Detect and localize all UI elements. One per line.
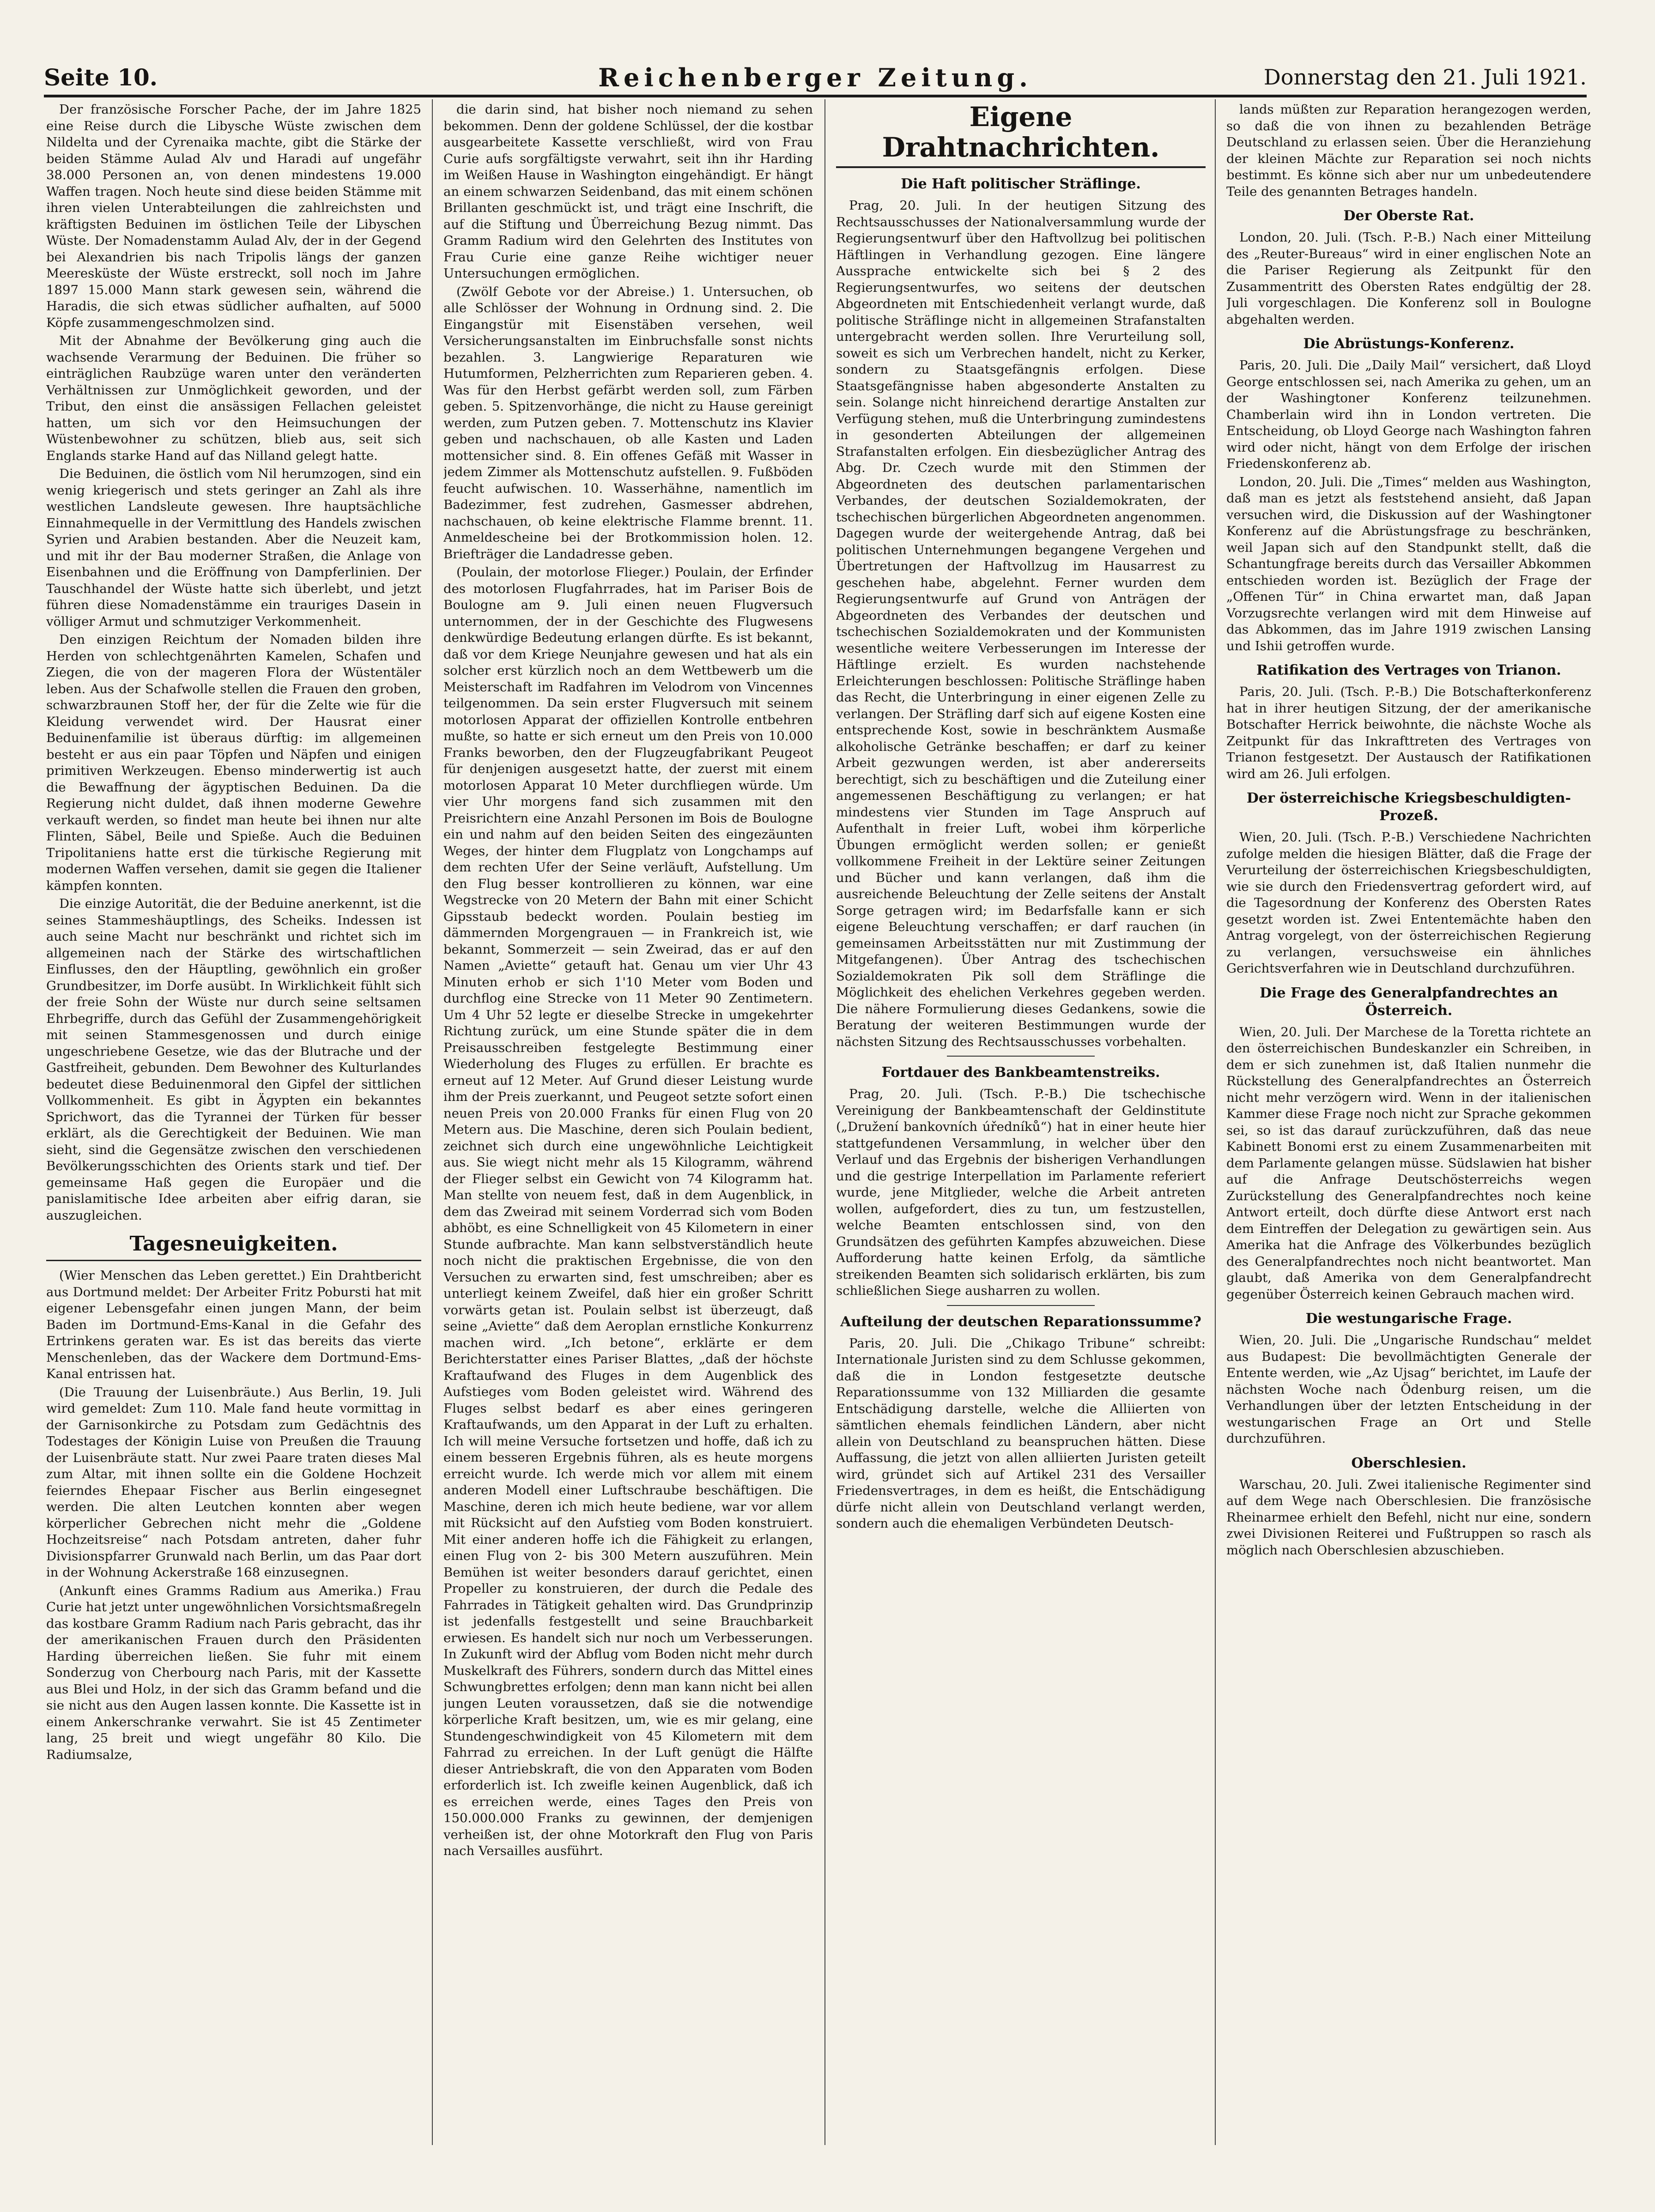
article-paragraph: lands müßten zur Reparation herangezogen werden, so daß die von ihnen zu bezahlenden Beträge Deutschland zu erlassen seien. Über die Heranziehung der kleinen Mächte zur Reparation sei noch nichts bestimmt. Es könne sich aber nur um unbedeutendere Teile des genannten Betrages handeln.: [1226, 102, 1591, 199]
article-paragraph: Paris, 20. Juli. (Tsch. P.-B.) Die Botschafterkonferenz hat in ihrer heutigen Sitzung, der der amerikanische Botschafter Herrick beiwohnte, die nächste Woche als Zeitpunkt für das Inkrafttreten des Vertrages von Trianon festgesetzt. Der Austausch der Ratifikationen wird am 26. Juli erfolgen.: [1226, 684, 1591, 781]
article-heading: Fortdauer des Bankbeamtenstreiks.: [881, 1064, 1160, 1081]
column-3: [836, 102, 1206, 2147]
page-header: [44, 60, 1587, 97]
article-heading: Die Frage des Generalpfandrechtes an Österreich.: [1260, 985, 1558, 1019]
article-paragraph: Paris, 20. Juli. Die „Daily Mail“ versichert, daß Lloyd George entschlossen sei, nach Amerika zu gehen, um an der Washingtoner Konferenz teilzunehmen. Chamberlain wird ihn in London vertreten. Die Entscheidung, ob Lloyd George nach Washington fahren wird oder nicht, hängt von dem Erfolge der irischen Friedenskonferenz ab.: [1226, 358, 1591, 471]
article-paragraph: Die Beduinen, die östlich vom Nil herumzogen, sind ein wenig kriegerisch und stets geringer an Zahl als ihre westlichen Landsleute gewesen. Ihre hauptsächliche Einnahmequelle in der Vermittlung des Handels zwischen Syrien und Arabien bestanden. Aber die Neuzeit kam, und mit ihr der Bau moderner Straßen, die Anlage von Eisenbahnen und die Eröffnung von Dampferlinien. Der Tauschhandel der Wüste hatte sich überlebt, und jetzt führen diese Nomadenstämme ein trauriges Dasein in völliger Armut und schmutziger Verkommenheit.: [46, 466, 421, 629]
article-paragraph: Der französische Forscher Pache, der im Jahre 1825 eine Reise durch die Libysche Wüste zwischen dem Nildelta und der Cyrenaika machte, gibt die Stärke der beiden Stämme Aulad Alv und Haradi auf ungefähr 38.000 Personen an, von denen mindestens 19.000 Waffen tragen. Noch heute sind diese beiden Stämme mit ihren vielen Unterabteilungen die zahlreichsten und kräftigsten Beduinen im östlichen Teile der Libyschen Wüste. Der Nomadenstamm Aulad Alv, der in der Gegend bei Alexandrien bis nach Tripolis längs der ganzen Meeresküste der Wüste erstreckt, soll noch im Jahre 1897 15.000 Mann stark gewesen sein, während die Haradis, die sich etwas südlicher aufhalten, auf 5000 Köpfe zusammengeschmolzen sind.: [46, 102, 421, 330]
column-2: [443, 102, 813, 2147]
article-heading: Oberschlesien.: [1351, 1455, 1467, 1471]
news-item: (Wier Menschen das Leben gerettet.) Ein Drahtbericht aus Dortmund meldet: Der Arbeiter Fritz Pobursti hat mit eigener Lebensgefahr einen jungen Mann, der beim Baden im Dortmund-Ems-Kanal in die Gefahr des Ertrinkens geraten war. Es ist das bereits das vierte Menschenleben, das der Wackere dem Dortmund-Ems-Kanal entrissen hat.: [46, 1268, 421, 1381]
article-paragraph: Wien, 20. Juli. Der Marchese de la Toretta richtete an den österreichischen Bundeskanzler ein Schreiben, in dem er sich zunehmen ist, daß Italien nunmehr die Rückstellung des Generalpfandrechtes an Österreich nicht mehr verzögern wird. Wenn in der italienischen Kammer diese Frage noch nicht zur Sprache gekommen sei, so ist das darauf zurückzuführen, daß das neue Kabinett Bonomi erst zu einem Zusammenarbeiten mit dem Parlamente gelangen müsse. Südslawien hat bisher auf die Anfrage Deutschösterreichs wegen Zurückstellung des Generalpfandrechtes noch keine Antwort erteilt, doch dürfte diese Antwort erst nach dem Eintreffen der Delegation zu gewärtigen sein. Aus Amerika hat die Anfrage des Völkerbundes bezüglich des Generalpfandrechtes noch nicht beantwortet. Man glaubt, daß Amerika von dem Generalpfandrecht gegenüber Österreich keinen Gebrauch machen wird.: [1226, 1024, 1591, 1302]
article-paragraph: Prag, 20. Juli. In der heutigen Sitzung des Rechtsausschusses der Nationalversammlung wurde der Regierungsentwurf über den Haftvollzug bei politischen Häftlingen in Verhandlung gezogen. Eine längere Aussprache entwickelte sich bei § 2 des Regierungsentwurfes, wo seitens der deutschen Abgeordneten mit Entschiedenheit verlangt wurde, daß politische Sträflinge nicht in allgemeinen Strafanstalten untergebracht werden sollen. Ihre Verurteilung soll, soweit es sich um Verbrechen handelt, nicht zu Kerker, sondern zu Staatsgefängnis erfolgen. Diese Staatsgefängnisse haben abgesonderte Anstalten zu sein. Solange nicht hinreichend derartige Anstalten zur Verfügung stehen, muß die Unterbringung zumindestens in gesonderten Abteilungen der allgemeinen Strafanstalten erfolgen. Ein diesbezüglicher Antrag des Abg. Dr. Czech wurde mit den Stimmen der Abgeordneten des deutschen parlamentarischen Verbandes, der deutschen Sozialdemokraten, der tschechischen bürgerlichen Abgeordneten angenommen. Dagegen wurde der weitergehende Antrag, daß bei politischen Unternehmungen begangene Vergehen und Übertretungen der Haftvollzug im Hausarrest zu geschehen habe, abgelehnt. Ferner wurden dem Regierungsentwurfe auf Grund von Anträgen der Abgeordneten des Verbandes der deutschen und tschechischen Sozialdemokraten und der Kommunisten wesentliche weitere Verbesserungen im Interesse der Häftlinge erzielt. Es wurden nachstehende Erleichterungen beschlossen: Politische Sträflinge haben das Recht, die Unterbringung in einer eigenen Zelle zu verlangen. Der Sträfling darf sich auf eigene Kosten eine entsprechende Kost, sowie in beschränktem Ausmaße alkoholische Getränke beschaffen; er darf zu keiner Arbeit gezwungen werden, ist aber andererseits berechtigt, sich zu beschäftigen und die Zuteilung einer angemessenen Beschäftigung zu verlangen; er hat mindestens vier Stunden im Tage Anspruch auf Aufenthalt in freier Luft, wobei ihm körperliche Übungen ermöglicht werden sollen; er genießt vollkommene Freiheit in der Lektüre seiner Zeitungen und Bücher und kann verlangen, daß ihm die ausreichende Beleuchtung der Zelle seitens der Anstalt Sorge getragen wird; im Bedarfsfalle kann er sich eigene Beleuchtung verschaffen; er darf rauchen (in gemeinsamen Arbeitsstätten nur mit Zustimmung der Mitgefangenen). Über Antrag des tschechischen Sozialdemokraten Pik soll dem Sträflinge die Möglichkeit des ehelichen Verkehres gegeben werden. Die nähere Formulierung dieses Gedankens, sowie die Beratung der weiteren Bestimmungen wurde der nächsten Sitzung des Rechtsausschusses vorbehalten.: [836, 198, 1206, 1049]
article-paragraph: die darin sind, hat bisher noch niemand zu sehen bekommen. Denn der goldene Schlüssel, der die kostbar ausgearbeitete Kassette verschließt, wird von Frau Curie aufs sorgfältigste verwahrt, seit ihn ihr Harding im Weißen Hause in Washington eingehändigt. Er hängt an einem schwarzen Seidenband, das mit einem schönen Brillanten geschmückt ist, und trägt eine Inschrift, die auf die Stiftung und Überreichung Bezug nimmt. Das Gramm Radium wird den Gelehrten des Institutes von Frau Curie eine ganze Reihe wichtiger neuer Untersuchungen ermöglichen.: [443, 102, 813, 281]
article-heading: Der Oberste Rat.: [1343, 208, 1474, 224]
separator: [947, 1056, 1095, 1057]
article-paragraph: Mit der Abnahme der Bevölkerung ging auch die wachsende Verarmung der Beduinen. Die früher so einträglichen Raubzüge waren unter den veränderten Verhältnissen zur Unmöglichkeit geworden, und der Tribut, den einst die ansässigen Fellachen geleistet hatten, um sich vor den Heimsuchungen der Wüstenbewohner zu schützen, blieb aus, seit sich Englands starke Hand auf das Nilland gelegt hatte.: [46, 333, 421, 463]
separator: [947, 1305, 1095, 1306]
news-item: (Die Trauung der Luisenbräute.) Aus Berlin, 19. Juli wird gemeldet: Zum 110. Male fand heute vormittag in der Garnisonkirche zu Potsdam zum Gedächtnis des Todestages der Königin Luise von Preußen die Trauung der Luisenbräute statt. Nur zwei Paare traten dieses Mal zum Altar, mit ihnen sollte ein die Goldene Hochzeit feierndes Ehepaar Fischer aus Berlin eingesegnet werden. Die alten Leutchen konnten aber wegen körperlicher Gebrechen nicht mehr die „Goldene Hochzeitsreise“ nach Potsdam antreten, daher fuhr Divisionspfarrer Grunwald nach Berlin, um das Paar dort in der Wohnung Ackerstraße 168 einzusegnen.: [46, 1384, 421, 1580]
article-heading: Die Abrüstungs-Konferenz.: [1303, 336, 1515, 352]
column-4: [1226, 102, 1591, 2147]
article-paragraph: Die einzige Autorität, die der Beduine anerkennt, ist die seines Stammeshäuptlings, des Scheiks. Indessen ist auch seine Macht nur beschränkt und richtet sich im allgemeinen nach der Stärke des wirtschaftlichen Einflusses, den der Häuptling, gewöhnlich ein großer Grundbesitzer, im Dorfe ausübt. In Wirklichkeit fühlt sich der freie Sohn der Wüste nur durch seine seltsamen Ehrbegriffe, durch das Gefühl der Zusammengehörigkeit mit seinen Stammesgenossen und durch einige ungeschriebene Gesetze, wie das der Blutrache und der Gastfreiheit, gebunden. Dem Bewohner des Kulturlandes bedeutet diese Beduinenmoral den Gipfel der sittlichen Vollkommenheit. Es gibt in Ägypten ein bekanntes Sprichwort, das die Tyrannei der Türken für besser erklärt, als die Gerechtigkeit der Beduinen. Wie man sieht, sind die Gegensätze zwischen den verschiedenen Bevölkerungsschichten des Orients stark und tief. Der gemeinsame Haß gegen die Europäer und die panislamitische Idee arbeiten aber eifrig daran, sie auszugleichen.: [46, 896, 421, 1223]
news-item: (Poulain, der motorlose Flieger.) Poulain, der Erfinder des motorlosen Flugfahrrades, hat im Pariser Bois de Boulogne am 9. Juli einen neuen Flugversuch unternommen, der in der Geschichte des Flugwesens denkwürdige Bedeutung erlangen dürfte. Es ist bekannt, daß vor dem Kriege Neunjahre gewesen und hat als ein solcher erst kürzlich noch an dem Wettbewerb um die Meisterschaft im Radfahren im Velodrom von Vincennes teilgenommen. Da sein erster Flugversuch mit seinem motorlosen Apparat der offiziellen Kontrolle entbehren mußte, so hatte er sich erneut um den Preis von 10.000 Franks beworben, den der Flugzeugfabrikant Peugeot für denjenigen ausgesetzt hatte, der zuerst mit einem motorlosen Apparat 10 Meter durchfliegen würde. Um vier Uhr morgens fand sich zusammen mit den Preisrichtern eine Anzahl Personen im Bois de Boulogne ein und nahm auf den beiden Seiten des eingezäunten Weges, der hinter dem Flugplatz von Longchamps auf dem rechten Ufer der Seine verläuft, Aufstellung. Um den Flug besser kontrollieren zu können, war eine Wegstrecke von 20 Metern der Bahn mit einer Schicht Gipsstaub bedeckt worden. Poulain bestieg im dämmernden Morgengrauen — in Frankreich ist, wie bekannt, Sommerzeit — sein Zweirad, das er auf den Namen „Aviette“ getauft hat. Genau um vier Uhr 43 Minuten erhob er sich 1'10 Meter vom Boden und durchflog eine Strecke von 11 Meter 90 Zentimetern. Um 4 Uhr 52 legte er dieselbe Strecke in umgekehrter Richtung zurück, um eine Stunde später die in dem Preisausschreiben festgelegte Bestimmung einer Wiederholung des Fluges zu erfüllen. Er brachte es erneut auf 12 Meter. Auf Grund dieser Leistung wurde ihm der Preis zuerkannt, und Peugeot setzte sofort einen neuen Preis von 20.000 Franks für einen Flug von 20 Metern aus. Die Maschine, deren sich Poulain bedient, zeichnet sich durch eine ungewöhnliche Leichtigkeit aus. Sie wiegt nicht mehr als 15 Kilogramm, während der Flieger selbst ein Gewicht von 74 Kilogramm hat. Man stellte von neuem fest, daß in dem Augenblick, in dem das Zweirad mit seinem Vorderrad sich vom Boden abhöbt, es eine Schnelligkeit von 45 Kilometern in einer Stunde aufbrachte. Man kann selbstverständlich heute noch nicht die praktischen Ergebnisse, die von den Versuchen zu erwarten sind, fest umschreiben; aber es unterliegt keinem Zweifel, daß hier ein großer Schritt vorwärts getan ist. Poulain selbst ist überzeugt, daß seine „Aviette“ daß dem Aeroplan ernstliche Konkurrenz machen wird. „Ich betone“, erklärte er dem Berichterstatter eines Pariser Blattes, „daß der höchste Kraftaufwand des Fluges in dem Augenblick des Aufstieges vom Boden geleistet wird. Während des Fluges selbst bedarf es aber eines geringeren Kraftaufwands, um den Apparat in der Luft zu erhalten. Ich will meine Versuche fortsetzen und hoffe, daß ich zu einem besseren Ergebnis führen, als es heute morgens erreicht wurde. Ich werde mich vor allem mit einem anderen Modell einer Luftschraube beschäftigen. Die Maschine, deren ich mich heute bediene, war vor allem mit Rücksicht auf den Aufstieg vom Boden konstruiert. Mit einer anderen hoffe ich die Fähigkeit zu erlangen, einen Flug von 2- bis 300 Metern auszuführen. Mein Bemühen ist weiter besonders darauf gerichtet, einen Propeller zu konstruieren, der durch die Pedale des Fahrrades in Tätigkeit gehalten wird. Das Grundprinzip ist jedenfalls festgestellt und seine Brauchbarkeit erwiesen. Es handelt sich nur noch um Verbesserungen. In Zukunft wird der Abflug vom Boden nicht mehr durch Muskelkraft des Führers, sondern durch das Mittel eines Schwungbrettes erfolgen; denn man kann nicht bei allen jungen Leuten voraussetzen, daß sie die notwendige körperliche Kraft besitzen, um, wie es mir gelang, eine Stundengeschwindigkeit von 45 Kilometern mit dem Fahrrad zu erreichen. In der Luft genügt die Hälfte dieser Antriebskraft, die von den Apparaten vom Boden erforderlich ist. Ich zweifle keinen Augenblick, daß ich es erreichen werde, eines Tages den Preis von 150.000.000 Franks zu gewinnen, der demjenigen verheißen ist, der ohne Motorkraft den Flug von Paris nach Versailles ausführt.: [443, 565, 813, 1858]
article-heading: Die westungarische Frage.: [1305, 1311, 1512, 1327]
news-item: (Zwölf Gebote vor der Abreise.) 1. Untersuchen, ob alle Schlösser der Wohnung in Ordnung sind. 2. Die Eingangstür mit Eisenstäben versehen, weil Versicherungsanstalten im Einbruchsfalle sonst nichts bezahlen. 3. Langwierige Reparaturen wie Hutumformen, Pelzherrichten zum Reparieren geben. 4. Was für den Herbst gefärbt werden soll, zum Färben geben. 5. Spitzenvorhänge, die nicht zu Hause gereinigt werden, zum Putzen geben. 7. Mottenschutz ins Klavier geben und nachschauen, ob alle Kasten und Laden mottensicher sind. 8. Ein offenes Gefäß mit Wasser in jedem Zimmer als Mottenschutz aufstellen. 9. Fußböden feucht aufwischen. 10. Wasserhähne, namentlich im Badezimmer, fest zudrehen, Gasmesser abdrehen, nachschauen, ob keine elektrische Flamme brennt. 11. Anmeldescheine bei der Brotkommission holen. 12. Briefträger die Landadresse geben.: [443, 284, 813, 562]
article-paragraph: Paris, 20. Juli. Die „Chikago Tribune“ schreibt: Internationale Juristen sind zu dem Schlusse gekommen, daß die in London festgesetzte deutsche Reparationssumme von 132 Milliarden die gesamte Entschädigung darstelle, welche die Alliierten von sämtlichen ehemals feindlichen Ländern, aber nicht allein von Deutschland zu beanspruchen hätten. Diese Auffassung, die jetzt von allen alliierten Juristen geteilt wird, gründet sich auf Artikel 231 des Versailler Friedensvertrages, in dem es heißt, die Entschädigung dürfe nicht allein von Deutschland verlangt werden, sondern auch die ehemaligen Verbündeten Deutsch-: [836, 1336, 1206, 1531]
article-heading: Die Haft politischer Sträflinge.: [901, 176, 1141, 192]
issue-date: Donnerstag den 21. Juli 1921.: [1263, 65, 1587, 90]
article-paragraph: London, 20. Juli. (Tsch. P.-B.) Nach einer Mitteilung des „Reuter-Bureaus“ wird in einer englischen Note an die Pariser Regierung als Zeitpunkt für den Zusammentritt des Obersten Rates endgültig der 28. Juli vorgeschlagen. Die Konferenz soll in Boulogne abgehalten werden.: [1226, 230, 1591, 327]
section-title: Eigene Drahtnachrichten.: [836, 102, 1206, 168]
article-paragraph: Den einzigen Reichtum der Nomaden bilden ihre Herden von schlechtgenährten Kamelen, Schafen und Ziegen, die von der mageren Flora der Wüstentäler leben. Aus der Schafwolle stellen die Frauen den groben, schwarzbraunen Stoff her, der für die Zelte wie für die Kleidung verwendet wird. Der Hausrat einer Beduinenfamilie ist überaus dürftig: im allgemeinen besteht er aus ein paar Töpfen und Näpfen und einigen primitiven Werkzeugen. Ebenso minderwertig ist auch die Bewaffnung der ägyptischen Beduinen. Da die Regierung nicht duldet, daß ihnen moderne Gewehre verkauft werden, so findet man heute bei ihnen nur alte Flinten, Säbel, Beile und Spieße. Auch die Beduinen Tripolitaniens hatte erst die türkische Regierung mit modernen Waffen versehen, damit sie gegen die Italiener kämpfen konnten.: [46, 632, 421, 893]
column-rule: [1215, 99, 1216, 2145]
article-paragraph: Prag, 20. Juli. (Tsch. P.-B.) Die tschechische Vereinigung der Bankbeamtenschaft der Geldinstitute („Družení bankovních úředníků“) hat in einer heute hier stattgefundenen Versammlung, in welcher über den Verlauf und das Ergebnis der bisherigen Verhandlungen und die gestrige Interpellation im Parlamente referiert wurde, jene Mitglieder, welche die Arbeit antreten wollen, aufgefordert, dies zu tun, um festzustellen, welche Beamten entschlossen sind, von den Grundsätzen des geführten Kampfes abzuweichen. Diese Aufforderung hatte keinen Erfolg, da sämtliche streikenden Beamten sich solidarisch erklärten, bis zum schließlichen Siege ausharren zu wollen.: [836, 1087, 1206, 1298]
column-1: [46, 102, 421, 2147]
section-title: Tagesneuigkeiten.: [46, 1232, 421, 1261]
column-rule: [824, 99, 825, 2145]
news-item: (Ankunft eines Gramms Radium aus Amerika.) Frau Curie hat jetzt unter ungewöhnlichen Vorsichtsmaßregeln das kostbare Gramm Radium nach Paris gebracht, das ihr der amerikanischen Frauen durch den Präsidenten Harding überreichen ließen. Sie fuhr mit einem Sonderzug von Cherbourg nach Paris, mit der Kassette aus Blei und Holz, in der sich das Gramm befand und die sie nicht aus den Augen lassen konnte. Die Kassette ist in einem Ankerschranke verwahrt. Sie ist 45 Zentimeter lang, 25 breit und wiegt ungefähr 80 Kilo. Die Radiumsalze,: [46, 1583, 421, 1762]
column-rule: [432, 99, 433, 2145]
article-paragraph: Warschau, 20. Juli. Zwei italienische Regimenter sind auf dem Wege nach Oberschlesien. Die französische Rheinarmee erhielt den Befehl, nicht nur eine, sondern zwei Divisionen Reiterei und Fußtruppen so rasch als möglich nach Oberschlesien abzuschieben.: [1226, 1477, 1591, 1558]
article-paragraph: Wien, 20. Juli. (Tsch. P.-B.) Verschiedene Nachrichten zufolge melden die hiesigen Blätter, daß die Frage der Verurteilung der österreichischen Kriegsbeschuldigten, wie sie durch den Friedensvertrag gefordert wird, auf die Tagesordnung der Konferenz des Obersten Rates gesetzt worden ist. Zwei Ententemächte haben den Antrag vorgelegt, von der österreichischen Regierung zu verlangen, versuchsweise ein ähnliches Gerichtsverfahren wie in Deutschland durchzuführen.: [1226, 830, 1591, 976]
article-heading: Ratifikation des Vertrages von Trianon.: [1256, 662, 1561, 678]
article-paragraph: Wien, 20. Juli. Die „Ungarische Rundschau“ meldet aus Budapest: Die bevollmächtigten Generale der Entente werden, wie „Az Ujsag“ berichtet, im Laufe der nächsten Woche nach Ödenburg reisen, um die Verhandlungen über der letzten Entscheidung in der westungarischen Frage an Ort und Stelle durchzuführen.: [1226, 1333, 1591, 1446]
article-paragraph: London, 20. Juli. Die „Times“ melden aus Washington, daß man es jetzt als feststehend ansieht, daß Japan versuchen wird, die Diskussion auf der Washingtoner Konferenz auf die Abrüstungsfrage zu beschränken, weil Japan sich auf den Standpunkt stellt, daß die Schantungfrage bereits durch das Versailler Abkommen entschieden worden ist. Bezüglich der Frage der „Offenen Tür“ in China erwartet man, daß Japan Vorzugsrechte verlangen wird mit dem Hinweise auf das Abkommen, das im Jahre 1919 zwischen Lansing und Ishii getroffen wurde.: [1226, 474, 1591, 653]
page-number: Seite 10.: [44, 64, 158, 91]
article-heading: Aufteilung der deutschen Reparationssumme?: [840, 1313, 1201, 1330]
newspaper-title: Reichenberger Zeitung.: [598, 63, 1032, 92]
article-heading: Der österreichische Kriegsbeschuldigten-Prozeß.: [1246, 790, 1571, 824]
